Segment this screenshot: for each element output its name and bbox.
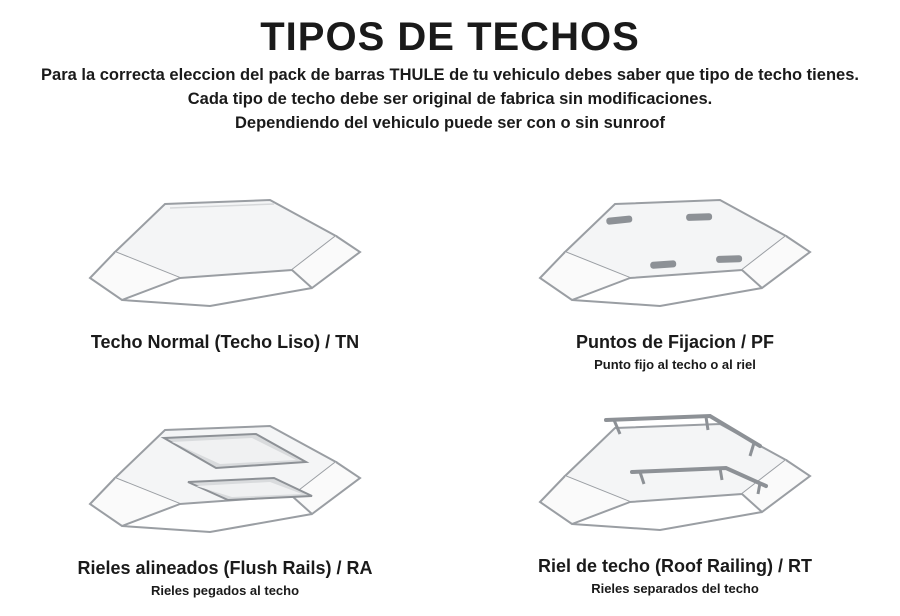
roof-type-card-ra [0,384,450,604]
roof-type-subcaption-ra: Rieles pegados al techo [150,583,300,598]
poster-root [0,16,900,616]
car-roof-flush-rails-icon [60,400,390,548]
car-roof-normal-icon [60,174,390,322]
subtitle-block [0,64,900,136]
page-title: TIPOS DE TECHOS [260,15,640,59]
roof-type-caption-tn: Techo Normal (Techo Liso) / TN [90,332,360,352]
roof-type-caption-rt: Riel de techo (Roof Railing) / RT [538,556,812,576]
roof-type-subcaption-pf: Punto fijo al techo o al riel [594,357,756,372]
roof-type-caption-pf: Puntos de Fijacion / PF [575,332,775,352]
roof-type-caption-ra: Rieles alineados (Flush Rails) / RA [77,558,373,578]
roof-type-card-tn [0,164,450,384]
car-roof-raised-railing-icon [510,398,840,546]
subtitle-line-3: Dependiendo del vehiculo puede ser con o sin sunroof [235,113,665,132]
car-roof-fixpoint-icon [510,174,840,322]
subtitle-line-1: Para la correcta eleccion del pack de barras THULE de tu vehiculo debes saber que tipo de techo tienes. [41,66,859,84]
roof-type-card-pf [450,164,900,384]
roof-type-card-rt [450,384,900,604]
roof-type-subcaption-rt: Rieles separados del techo [591,581,759,596]
roof-types-grid [0,164,900,604]
subtitle-line-2: Cada tipo de techo debe ser original de fabrica sin modificaciones. [187,89,713,108]
